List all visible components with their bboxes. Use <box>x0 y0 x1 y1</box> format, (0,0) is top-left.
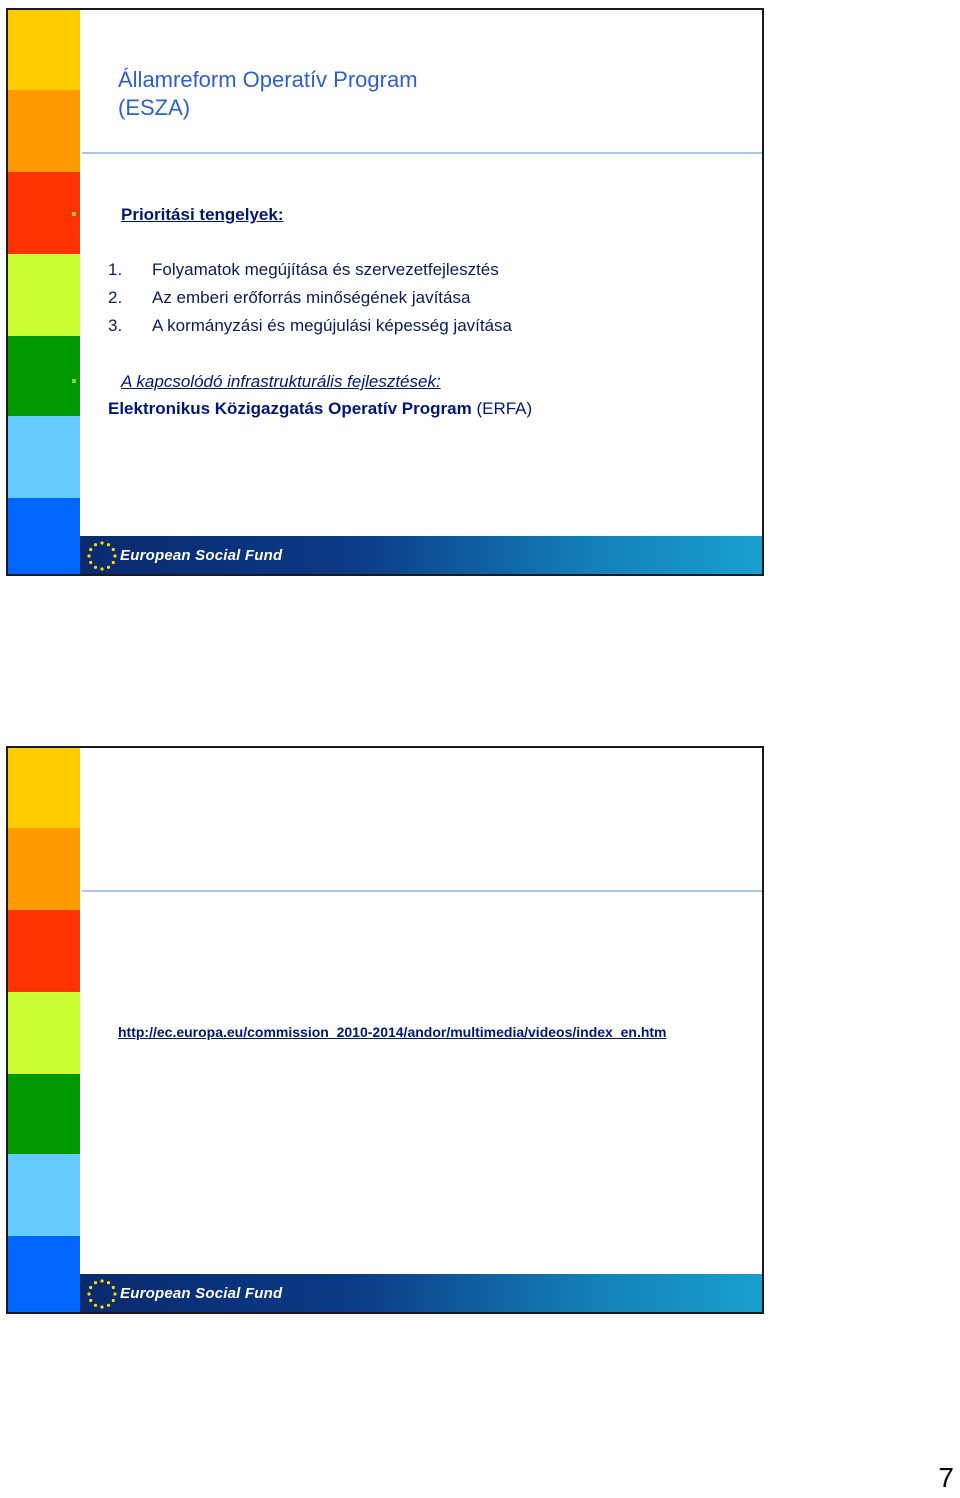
list-item-text: Az emberi erőforrás minőségének javítása <box>152 288 471 307</box>
stripe-orange <box>8 828 80 910</box>
slide-1 <box>6 8 764 576</box>
stripe-yellow <box>8 10 80 90</box>
stripe-lime <box>8 992 80 1074</box>
footer-bar <box>80 536 762 574</box>
list-item-text: A kormányzási és megújulási képesség javítása <box>152 316 513 335</box>
priorities-heading: Prioritási tengelyek: <box>121 205 284 224</box>
stripe-red <box>8 910 80 992</box>
stripe-lime <box>8 254 80 336</box>
page-number: 7 <box>938 1462 954 1493</box>
slide-2 <box>6 746 764 1314</box>
stripe-green <box>8 1074 80 1154</box>
footer-bar <box>80 1274 762 1312</box>
program-name: Elektronikus Közigazgatás Operatív Program <box>108 399 472 418</box>
list-item-number: 1. <box>108 260 123 279</box>
infrastructure-heading: A kapcsolódó infrastrukturális fejlesztések: <box>121 372 441 391</box>
stripe-light-blue <box>8 1154 80 1236</box>
stripe-light-blue <box>8 416 80 498</box>
video-link[interactable]: http://ec.europa.eu/commission_2010-2014/andor/multimedia/videos/index_en.htm <box>118 1024 667 1040</box>
slide-title <box>118 66 418 122</box>
title-line-2: (ESZA) <box>118 95 191 120</box>
square-bullet-icon <box>72 212 76 216</box>
stripe-green <box>8 336 80 416</box>
program-suffix: (ERFA) <box>476 399 533 418</box>
title-divider <box>82 890 762 892</box>
stripe-red <box>8 172 80 254</box>
priorities-list <box>108 259 512 343</box>
program-line <box>108 399 532 419</box>
list-item <box>108 315 512 343</box>
footer-text: European Social Fund <box>120 1285 283 1302</box>
square-bullet-icon <box>72 379 76 383</box>
eu-stars-icon <box>86 1278 118 1310</box>
footer-text: European Social Fund <box>120 547 283 564</box>
stripe-yellow <box>8 748 80 828</box>
eu-stars-icon <box>86 540 118 572</box>
stripe-blue <box>8 1236 80 1314</box>
list-item <box>108 259 512 287</box>
list-item-number: 3. <box>108 316 123 335</box>
list-item-text: Folyamatok megújítása és szervezetfejlesztés <box>152 260 499 279</box>
title-line-1: Államreform Operatív Program <box>118 67 418 92</box>
list-item-number: 2. <box>108 288 123 307</box>
list-item <box>108 287 512 315</box>
stripe-orange <box>8 90 80 172</box>
stripe-blue <box>8 498 80 576</box>
title-divider <box>82 152 762 154</box>
